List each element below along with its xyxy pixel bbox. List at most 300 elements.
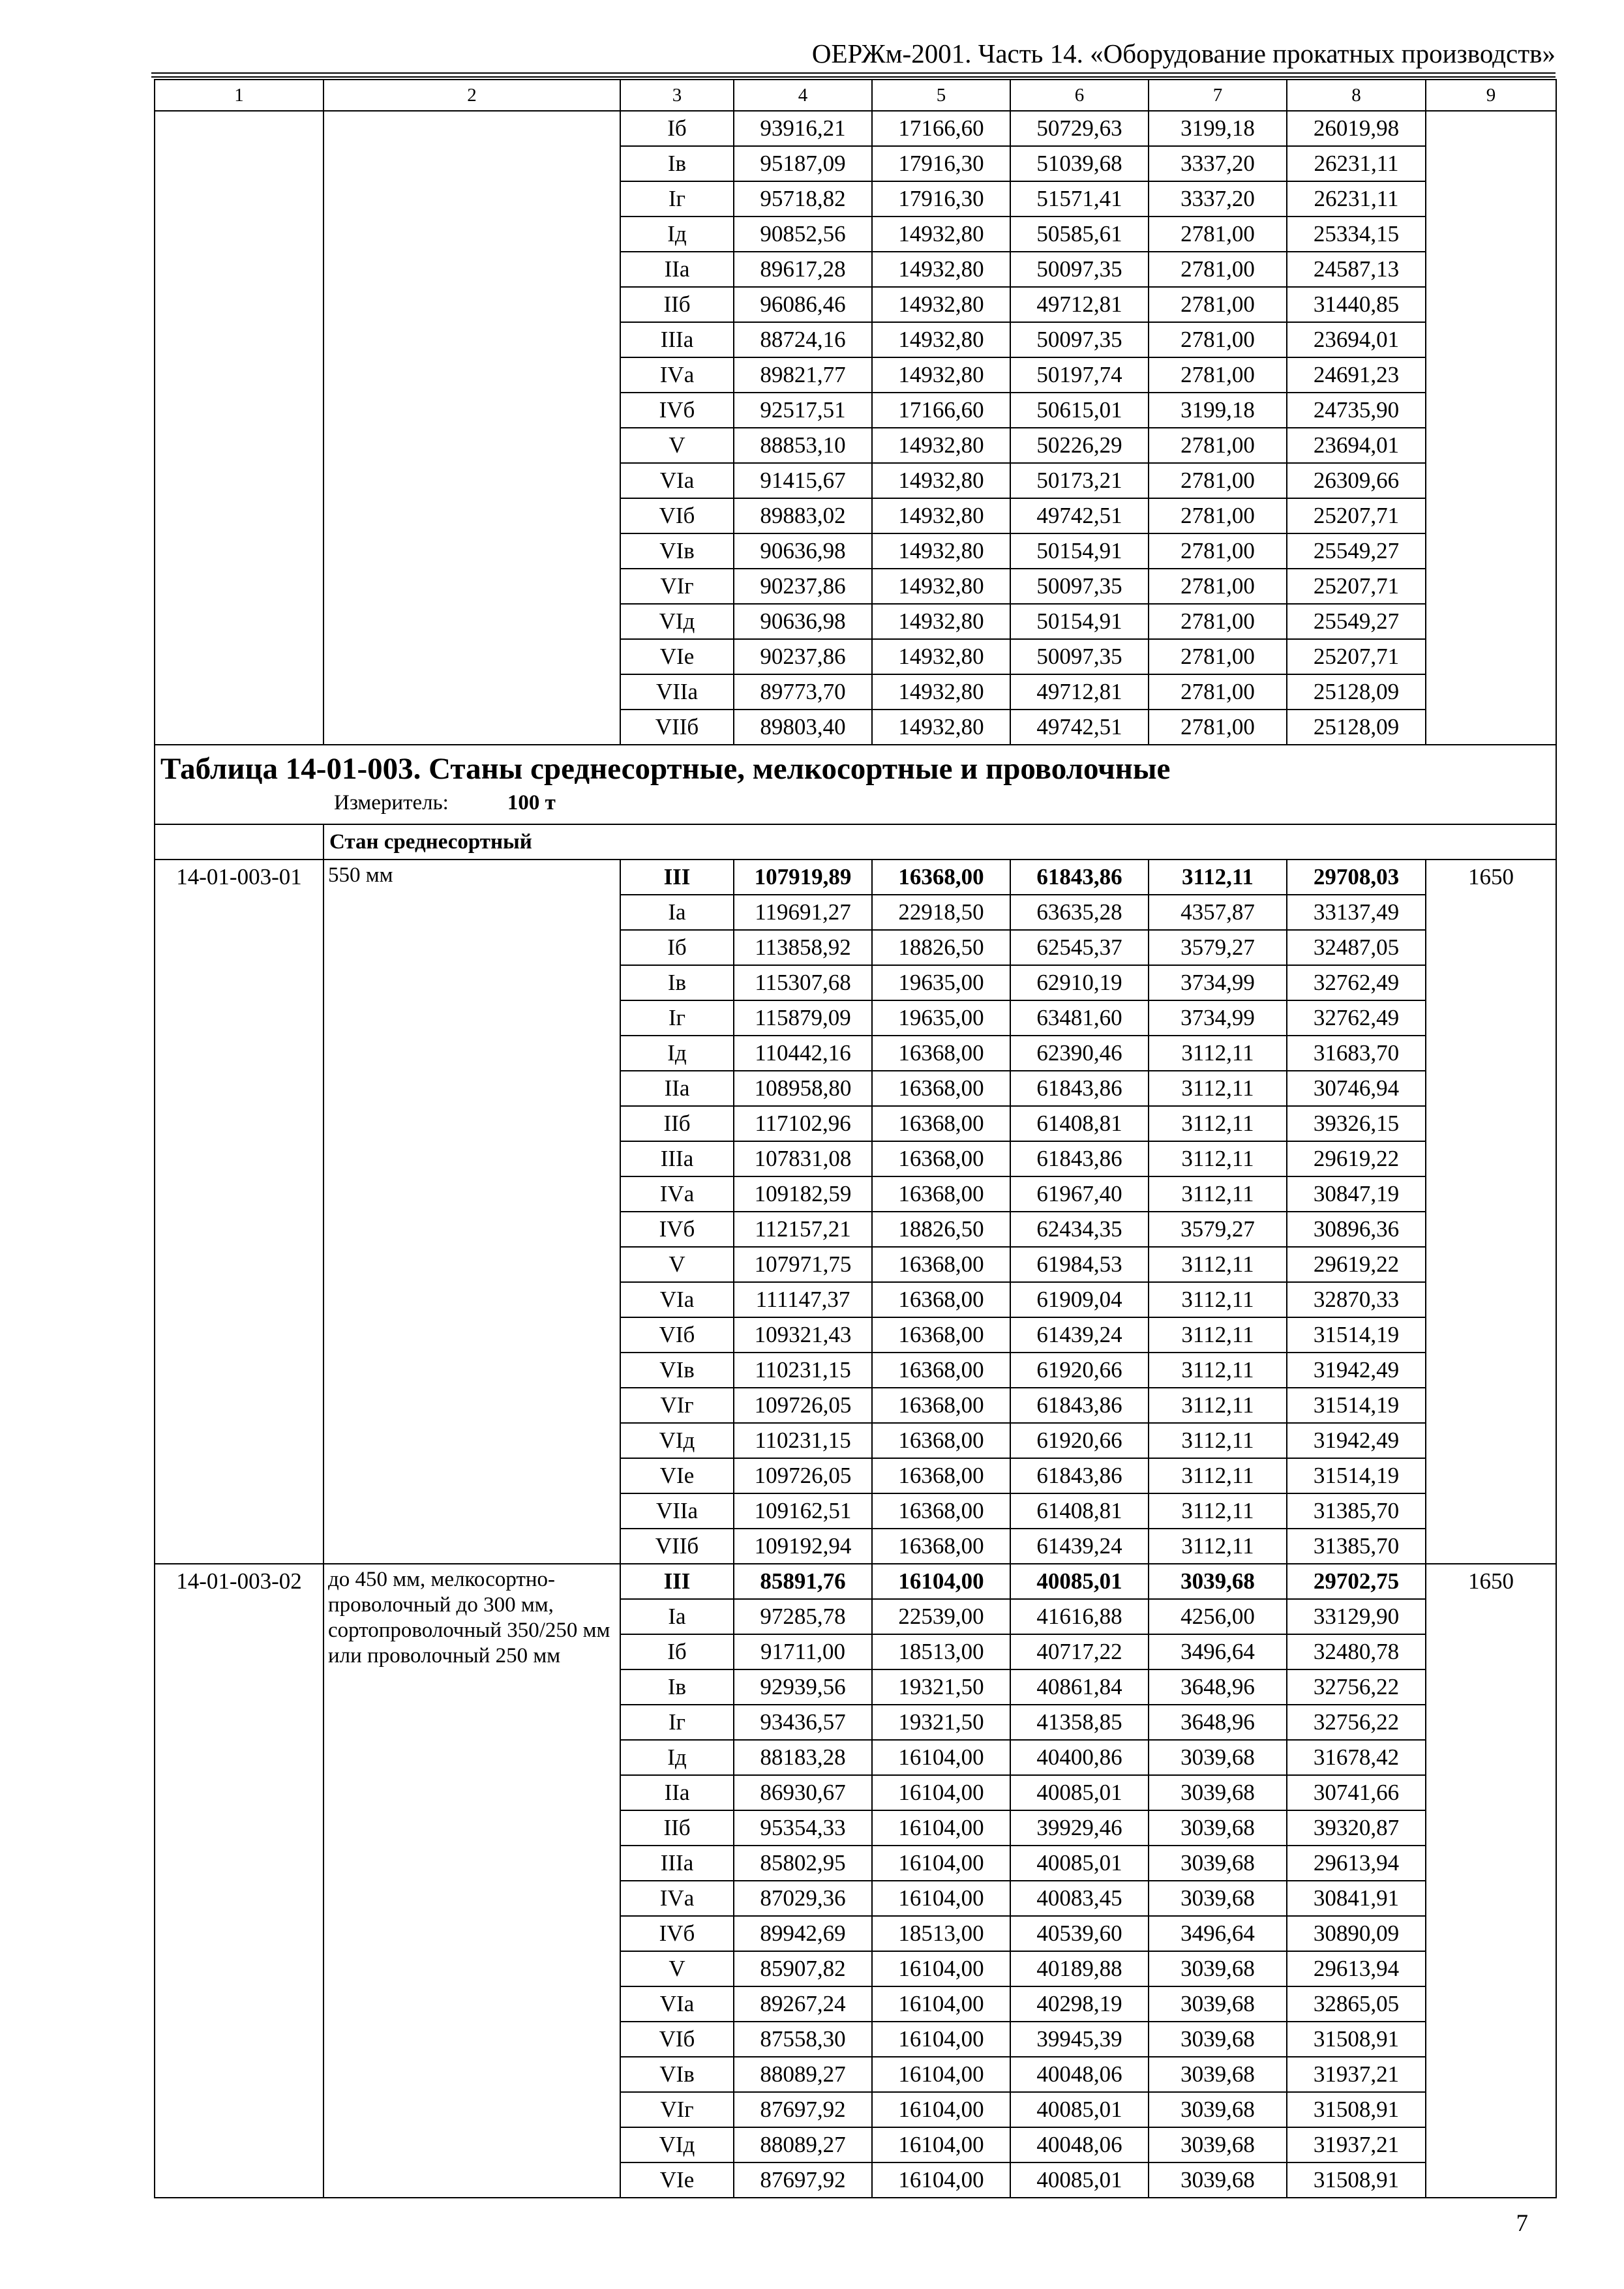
machine-operation-cell: 40083,45: [1010, 1881, 1149, 1916]
machine-operation-cell: 61843,86: [1010, 860, 1149, 895]
materials-cell: 32756,22: [1287, 1669, 1426, 1705]
column-number-cell: 9: [1426, 80, 1556, 111]
materials-cell: 31440,85: [1287, 287, 1426, 322]
materials-cell: 25207,71: [1287, 498, 1426, 533]
resource-index-cell: IVа: [620, 1881, 734, 1916]
materials-cell: 29702,75: [1287, 1564, 1426, 1599]
wages-cell: 16104,00: [872, 2057, 1010, 2092]
materials-cell: 31508,91: [1287, 2162, 1426, 2198]
table-row: [155, 1564, 1556, 1599]
materials-cell: 31385,70: [1287, 1529, 1426, 1564]
header-rule: [151, 76, 1556, 78]
total-cost-cell: 95187,09: [734, 146, 872, 181]
machinist-wages-cell: 3648,96: [1149, 1669, 1287, 1705]
materials-cell: 39326,15: [1287, 1106, 1426, 1141]
machinist-wages-cell: 3112,11: [1149, 1317, 1287, 1353]
machine-operation-cell: 50729,63: [1010, 111, 1149, 146]
resource-index-cell: V: [620, 1247, 734, 1282]
resource-index-cell: III: [620, 1564, 734, 1599]
machinist-wages-cell: 3337,20: [1149, 181, 1287, 217]
resource-index-cell: VIа: [620, 1282, 734, 1317]
wages-cell: 16104,00: [872, 1881, 1010, 1916]
machine-operation-cell: 50226,29: [1010, 428, 1149, 463]
machine-operation-cell: 50154,91: [1010, 604, 1149, 639]
subheading-cell: Стан среднесортный: [323, 824, 1556, 860]
machine-operation-cell: 40539,60: [1010, 1916, 1149, 1951]
column-number-cell: 7: [1149, 80, 1287, 111]
resource-index-cell: Iд: [620, 1036, 734, 1071]
materials-cell: 29708,03: [1287, 860, 1426, 895]
resource-index-cell: Iв: [620, 146, 734, 181]
total-cost-cell: 87697,92: [734, 2162, 872, 2198]
subheading-empty-cell: [155, 824, 323, 860]
resource-index-cell: Iг: [620, 1705, 734, 1740]
wages-cell: 16368,00: [872, 1282, 1010, 1317]
materials-cell: 25207,71: [1287, 639, 1426, 674]
machine-operation-cell: 61843,86: [1010, 1458, 1149, 1493]
machine-operation-cell: 61843,86: [1010, 1071, 1149, 1106]
machinist-wages-cell: 2781,00: [1149, 710, 1287, 745]
total-cost-cell: 89883,02: [734, 498, 872, 533]
wages-cell: 16104,00: [872, 1846, 1010, 1881]
machine-operation-cell: 51571,41: [1010, 181, 1149, 217]
total-cost-cell: 113858,92: [734, 930, 872, 965]
machinist-wages-cell: 2781,00: [1149, 463, 1287, 498]
machinist-wages-cell: 3496,64: [1149, 1634, 1287, 1669]
total-cost-cell: 88853,10: [734, 428, 872, 463]
resource-index-cell: IIIа: [620, 322, 734, 357]
machine-operation-cell: 61967,40: [1010, 1176, 1149, 1212]
materials-cell: 24691,23: [1287, 357, 1426, 393]
total-cost-cell: 85802,95: [734, 1846, 872, 1881]
machinist-wages-cell: 2781,00: [1149, 674, 1287, 710]
col9-cell: 1650: [1426, 1564, 1556, 2198]
wages-cell: 18826,50: [872, 1212, 1010, 1247]
total-cost-cell: 115879,09: [734, 1000, 872, 1036]
resource-index-cell: IIа: [620, 252, 734, 287]
wages-cell: 14932,80: [872, 463, 1010, 498]
materials-cell: 25549,27: [1287, 604, 1426, 639]
resource-index-cell: VIе: [620, 639, 734, 674]
measure-value: 100 т: [507, 791, 556, 815]
machinist-wages-cell: 3112,11: [1149, 1282, 1287, 1317]
resource-index-cell: VIIа: [620, 674, 734, 710]
resource-index-cell: VIг: [620, 1388, 734, 1423]
total-cost-cell: 86930,67: [734, 1775, 872, 1810]
machine-operation-cell: 61408,81: [1010, 1106, 1149, 1141]
resource-index-cell: VIд: [620, 2127, 734, 2162]
machine-operation-cell: 62390,46: [1010, 1036, 1149, 1071]
materials-cell: 25128,09: [1287, 710, 1426, 745]
machinist-wages-cell: 2781,00: [1149, 533, 1287, 569]
materials-cell: 32762,49: [1287, 1000, 1426, 1036]
materials-cell: 32756,22: [1287, 1705, 1426, 1740]
header-rule: [151, 72, 1556, 74]
page-number: 7: [1516, 2210, 1528, 2237]
wages-cell: 16368,00: [872, 1423, 1010, 1458]
wages-cell: 16368,00: [872, 1247, 1010, 1282]
wages-cell: 14932,80: [872, 674, 1010, 710]
materials-cell: 30741,66: [1287, 1775, 1426, 1810]
machine-operation-cell: 50585,61: [1010, 217, 1149, 252]
resource-index-cell: VIIб: [620, 1529, 734, 1564]
total-cost-cell: 112157,21: [734, 1212, 872, 1247]
col9-cell: 1650: [1426, 860, 1556, 1564]
machinist-wages-cell: 2781,00: [1149, 604, 1287, 639]
wages-cell: 22539,00: [872, 1599, 1010, 1634]
resource-index-cell: III: [620, 860, 734, 895]
total-cost-cell: 85907,82: [734, 1951, 872, 1986]
machine-operation-cell: 41358,85: [1010, 1705, 1149, 1740]
wages-cell: 14932,80: [872, 533, 1010, 569]
machine-operation-cell: 61843,86: [1010, 1388, 1149, 1423]
resource-index-cell: Iг: [620, 1000, 734, 1036]
measure-label: Измеритель:: [334, 791, 449, 815]
resource-index-cell: Iб: [620, 111, 734, 146]
wages-cell: 16368,00: [872, 1458, 1010, 1493]
machinist-wages-cell: 4357,87: [1149, 895, 1287, 930]
machinist-wages-cell: 2781,00: [1149, 639, 1287, 674]
machine-operation-cell: 40298,19: [1010, 1986, 1149, 2022]
resource-index-cell: IVа: [620, 357, 734, 393]
total-cost-cell: 87558,30: [734, 2022, 872, 2057]
machinist-wages-cell: 3039,68: [1149, 1740, 1287, 1775]
materials-cell: 29613,94: [1287, 1846, 1426, 1881]
total-cost-cell: 91415,67: [734, 463, 872, 498]
wages-cell: 16104,00: [872, 2162, 1010, 2198]
materials-cell: 26019,98: [1287, 111, 1426, 146]
total-cost-cell: 85891,76: [734, 1564, 872, 1599]
machinist-wages-cell: 3112,11: [1149, 1529, 1287, 1564]
machinist-wages-cell: 2781,00: [1149, 287, 1287, 322]
machinist-wages-cell: 3039,68: [1149, 1810, 1287, 1846]
resource-index-cell: V: [620, 428, 734, 463]
machine-operation-cell: 40189,88: [1010, 1951, 1149, 1986]
total-cost-cell: 93436,57: [734, 1705, 872, 1740]
machine-operation-cell: 49742,51: [1010, 710, 1149, 745]
wages-cell: 14932,80: [872, 217, 1010, 252]
wages-cell: 14932,80: [872, 639, 1010, 674]
wages-cell: 17916,30: [872, 146, 1010, 181]
rates-table: [154, 79, 1557, 2198]
wages-cell: 14932,80: [872, 604, 1010, 639]
materials-cell: 31508,91: [1287, 2022, 1426, 2057]
machine-operation-cell: 50097,35: [1010, 252, 1149, 287]
machinist-wages-cell: 3112,11: [1149, 1106, 1287, 1141]
total-cost-cell: 110231,15: [734, 1353, 872, 1388]
wages-cell: 17916,30: [872, 181, 1010, 217]
machine-operation-cell: 63481,60: [1010, 1000, 1149, 1036]
total-cost-cell: 109162,51: [734, 1493, 872, 1529]
resource-index-cell: VIе: [620, 2162, 734, 2198]
resource-index-cell: IIа: [620, 1071, 734, 1106]
wages-cell: 16104,00: [872, 1775, 1010, 1810]
resource-index-cell: Iг: [620, 181, 734, 217]
machine-operation-cell: 39929,46: [1010, 1810, 1149, 1846]
wages-cell: 16368,00: [872, 860, 1010, 895]
wages-cell: 18513,00: [872, 1634, 1010, 1669]
machine-operation-cell: 40861,84: [1010, 1669, 1149, 1705]
wages-cell: 16368,00: [872, 1317, 1010, 1353]
resource-index-cell: Iб: [620, 930, 734, 965]
total-cost-cell: 89773,70: [734, 674, 872, 710]
total-cost-cell: 109192,94: [734, 1529, 872, 1564]
machinist-wages-cell: 2781,00: [1149, 217, 1287, 252]
machine-operation-cell: 49742,51: [1010, 498, 1149, 533]
materials-cell: 25549,27: [1287, 533, 1426, 569]
materials-cell: 26309,66: [1287, 463, 1426, 498]
total-cost-cell: 87697,92: [734, 2092, 872, 2127]
machinist-wages-cell: 3039,68: [1149, 1881, 1287, 1916]
machinist-wages-cell: 3039,68: [1149, 2092, 1287, 2127]
table-title: Таблица 14-01-003. Станы среднесортные, мелкосортные и проволочные: [160, 752, 1171, 786]
materials-cell: 31683,70: [1287, 1036, 1426, 1071]
machine-operation-cell: 40085,01: [1010, 2092, 1149, 2127]
table-row: [155, 111, 1556, 146]
materials-cell: 31937,21: [1287, 2057, 1426, 2092]
machinist-wages-cell: 3039,68: [1149, 2127, 1287, 2162]
machinist-wages-cell: 3112,11: [1149, 1388, 1287, 1423]
column-number-cell: 6: [1010, 80, 1149, 111]
materials-cell: 24587,13: [1287, 252, 1426, 287]
col9-cell: [1426, 111, 1556, 745]
resource-index-cell: Iа: [620, 1599, 734, 1634]
resource-index-cell: VIг: [620, 2092, 734, 2127]
resource-index-cell: VIб: [620, 498, 734, 533]
wages-cell: 16104,00: [872, 1986, 1010, 2022]
machine-operation-cell: 40400,86: [1010, 1740, 1149, 1775]
resource-index-cell: VIд: [620, 604, 734, 639]
machinist-wages-cell: 3496,64: [1149, 1916, 1287, 1951]
wages-cell: 16104,00: [872, 2127, 1010, 2162]
total-cost-cell: 115307,68: [734, 965, 872, 1000]
resource-index-cell: VIа: [620, 1986, 734, 2022]
materials-cell: 29619,22: [1287, 1247, 1426, 1282]
machine-operation-cell: 41616,88: [1010, 1599, 1149, 1634]
machinist-wages-cell: 3112,11: [1149, 1071, 1287, 1106]
table-body: [155, 80, 1556, 2198]
materials-cell: 31514,19: [1287, 1388, 1426, 1423]
materials-cell: 24735,90: [1287, 393, 1426, 428]
machinist-wages-cell: 2781,00: [1149, 569, 1287, 604]
machinist-wages-cell: 3337,20: [1149, 146, 1287, 181]
machine-operation-cell: 40048,06: [1010, 2127, 1149, 2162]
wages-cell: 16104,00: [872, 1564, 1010, 1599]
materials-cell: 33129,90: [1287, 1599, 1426, 1634]
machine-operation-cell: 50615,01: [1010, 393, 1149, 428]
machine-operation-cell: 62434,35: [1010, 1212, 1149, 1247]
wages-cell: 16104,00: [872, 1951, 1010, 1986]
total-cost-cell: 107971,75: [734, 1247, 872, 1282]
resource-index-cell: Iа: [620, 895, 734, 930]
materials-cell: 25334,15: [1287, 217, 1426, 252]
total-cost-cell: 107831,08: [734, 1141, 872, 1176]
materials-cell: 32762,49: [1287, 965, 1426, 1000]
machinist-wages-cell: 3039,68: [1149, 2162, 1287, 2198]
total-cost-cell: 109182,59: [734, 1176, 872, 1212]
total-cost-cell: 89821,77: [734, 357, 872, 393]
total-cost-cell: 95354,33: [734, 1810, 872, 1846]
table-title-row: [155, 745, 1556, 824]
wages-cell: 17166,60: [872, 393, 1010, 428]
machinist-wages-cell: 3112,11: [1149, 860, 1287, 895]
wages-cell: 16368,00: [872, 1141, 1010, 1176]
total-cost-cell: 119691,27: [734, 895, 872, 930]
total-cost-cell: 109321,43: [734, 1317, 872, 1353]
resource-index-cell: VIв: [620, 1353, 734, 1388]
measure-line: [160, 788, 1550, 817]
materials-cell: 23694,01: [1287, 428, 1426, 463]
wages-cell: 19635,00: [872, 965, 1010, 1000]
machine-operation-cell: 49712,81: [1010, 287, 1149, 322]
resource-index-cell: VIг: [620, 569, 734, 604]
resource-index-cell: IVб: [620, 1212, 734, 1247]
materials-cell: 32865,05: [1287, 1986, 1426, 2022]
machinist-wages-cell: 3112,11: [1149, 1493, 1287, 1529]
total-cost-cell: 90852,56: [734, 217, 872, 252]
machine-operation-cell: 61984,53: [1010, 1247, 1149, 1282]
machinist-wages-cell: 3112,11: [1149, 1353, 1287, 1388]
machinist-wages-cell: 3734,99: [1149, 965, 1287, 1000]
total-cost-cell: 107919,89: [734, 860, 872, 895]
total-cost-cell: 91711,00: [734, 1634, 872, 1669]
resource-index-cell: IIIа: [620, 1141, 734, 1176]
machine-operation-cell: 62910,19: [1010, 965, 1149, 1000]
materials-cell: 25128,09: [1287, 674, 1426, 710]
wages-cell: 14932,80: [872, 498, 1010, 533]
name-cell: до 450 мм, мелкосортно-проволочный до 300 мм, сортопроволочный 350/250 мм или проволочный 250 мм: [323, 1564, 620, 2198]
resource-index-cell: VIа: [620, 463, 734, 498]
resource-index-cell: IIIа: [620, 1846, 734, 1881]
wages-cell: 17166,60: [872, 111, 1010, 146]
machine-operation-cell: 61920,66: [1010, 1423, 1149, 1458]
machinist-wages-cell: 3112,11: [1149, 1247, 1287, 1282]
total-cost-cell: 90636,98: [734, 533, 872, 569]
machine-operation-cell: 49712,81: [1010, 674, 1149, 710]
column-number-cell: 8: [1287, 80, 1426, 111]
total-cost-cell: 109726,05: [734, 1458, 872, 1493]
machine-operation-cell: 40717,22: [1010, 1634, 1149, 1669]
table-row: [155, 860, 1556, 895]
total-cost-cell: 92517,51: [734, 393, 872, 428]
materials-cell: 31514,19: [1287, 1317, 1426, 1353]
machinist-wages-cell: 3039,68: [1149, 2022, 1287, 2057]
code-cell: 14-01-003-02: [155, 1564, 323, 2198]
total-cost-cell: 110231,15: [734, 1423, 872, 1458]
wages-cell: 16368,00: [872, 1353, 1010, 1388]
materials-cell: 23694,01: [1287, 322, 1426, 357]
machinist-wages-cell: 3112,11: [1149, 1176, 1287, 1212]
wages-cell: 16104,00: [872, 1810, 1010, 1846]
machine-operation-cell: 50097,35: [1010, 322, 1149, 357]
wages-cell: 16104,00: [872, 2092, 1010, 2127]
wages-cell: 14932,80: [872, 322, 1010, 357]
resource-index-cell: VIб: [620, 1317, 734, 1353]
wages-cell: 18513,00: [872, 1916, 1010, 1951]
machinist-wages-cell: 3112,11: [1149, 1141, 1287, 1176]
wages-cell: 16104,00: [872, 1740, 1010, 1775]
wages-cell: 19635,00: [872, 1000, 1010, 1036]
wages-cell: 14932,80: [872, 252, 1010, 287]
wages-cell: 14932,80: [872, 287, 1010, 322]
machinist-wages-cell: 3039,68: [1149, 1986, 1287, 2022]
total-cost-cell: 97285,78: [734, 1599, 872, 1634]
materials-cell: 29619,22: [1287, 1141, 1426, 1176]
machine-operation-cell: 63635,28: [1010, 895, 1149, 930]
materials-cell: 39320,87: [1287, 1810, 1426, 1846]
machine-operation-cell: 50197,74: [1010, 357, 1149, 393]
machinist-wages-cell: 3112,11: [1149, 1423, 1287, 1458]
total-cost-cell: 96086,46: [734, 287, 872, 322]
machine-operation-cell: 51039,68: [1010, 146, 1149, 181]
table-title-cell: [155, 745, 1556, 824]
wages-cell: 14932,80: [872, 569, 1010, 604]
resource-index-cell: VIв: [620, 533, 734, 569]
machinist-wages-cell: 3112,11: [1149, 1458, 1287, 1493]
machinist-wages-cell: 3648,96: [1149, 1705, 1287, 1740]
materials-cell: 31942,49: [1287, 1353, 1426, 1388]
materials-cell: 31508,91: [1287, 2092, 1426, 2127]
machine-operation-cell: 61920,66: [1010, 1353, 1149, 1388]
machinist-wages-cell: 3734,99: [1149, 1000, 1287, 1036]
machine-operation-cell: 40085,01: [1010, 1775, 1149, 1810]
machine-operation-cell: 50097,35: [1010, 639, 1149, 674]
total-cost-cell: 117102,96: [734, 1106, 872, 1141]
name-cell: 550 мм: [323, 860, 620, 1564]
total-cost-cell: 111147,37: [734, 1282, 872, 1317]
machine-operation-cell: 62545,37: [1010, 930, 1149, 965]
total-cost-cell: 88089,27: [734, 2057, 872, 2092]
machinist-wages-cell: 3039,68: [1149, 1846, 1287, 1881]
machine-operation-cell: 61843,86: [1010, 1141, 1149, 1176]
total-cost-cell: 90636,98: [734, 604, 872, 639]
machine-operation-cell: 61408,81: [1010, 1493, 1149, 1529]
wages-cell: 18826,50: [872, 930, 1010, 965]
machine-operation-cell: 40085,01: [1010, 1564, 1149, 1599]
total-cost-cell: 88183,28: [734, 1740, 872, 1775]
resource-index-cell: IVб: [620, 1916, 734, 1951]
column-number-cell: 5: [872, 80, 1010, 111]
machine-operation-cell: 40048,06: [1010, 2057, 1149, 2092]
materials-cell: 30746,94: [1287, 1071, 1426, 1106]
total-cost-cell: 90237,86: [734, 569, 872, 604]
wages-cell: 14932,80: [872, 357, 1010, 393]
materials-cell: 31678,42: [1287, 1740, 1426, 1775]
machine-operation-cell: 61439,24: [1010, 1529, 1149, 1564]
wages-cell: 14932,80: [872, 710, 1010, 745]
resource-index-cell: IVб: [620, 393, 734, 428]
total-cost-cell: 90237,86: [734, 639, 872, 674]
machinist-wages-cell: 3039,68: [1149, 1775, 1287, 1810]
machinist-wages-cell: 3579,27: [1149, 930, 1287, 965]
column-number-row: [155, 80, 1556, 111]
total-cost-cell: 110442,16: [734, 1036, 872, 1071]
resource-index-cell: IIб: [620, 1106, 734, 1141]
total-cost-cell: 87029,36: [734, 1881, 872, 1916]
machinist-wages-cell: 4256,00: [1149, 1599, 1287, 1634]
wages-cell: 16368,00: [872, 1036, 1010, 1071]
total-cost-cell: 95718,82: [734, 181, 872, 217]
machinist-wages-cell: 3199,18: [1149, 111, 1287, 146]
materials-cell: 25207,71: [1287, 569, 1426, 604]
materials-cell: 32487,05: [1287, 930, 1426, 965]
resource-index-cell: VIе: [620, 1458, 734, 1493]
subheading-row: [155, 824, 1556, 860]
wages-cell: 16368,00: [872, 1176, 1010, 1212]
total-cost-cell: 89803,40: [734, 710, 872, 745]
total-cost-cell: 88724,16: [734, 322, 872, 357]
column-number-cell: 1: [155, 80, 323, 111]
